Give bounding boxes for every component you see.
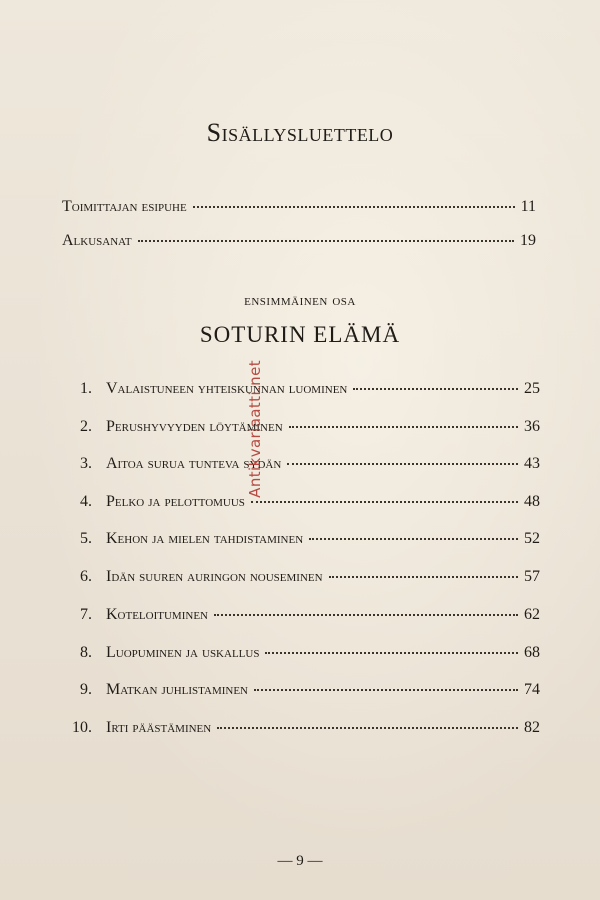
dot-leader — [309, 538, 518, 540]
toc-chapter-row — [62, 455, 540, 479]
toc-entry-foreword — [62, 198, 536, 222]
chapter-number: 1. — [80, 380, 92, 397]
chapter-number: 7. — [80, 606, 92, 623]
chapter-label: Kehon ja mielen tahdistaminen — [106, 530, 304, 547]
chapter-label: Pelko ja pelottomuus — [106, 493, 245, 510]
chapter-number: 4. — [80, 493, 92, 510]
dot-leader — [353, 388, 518, 390]
toc-entry-label: Toimittajan esipuhe — [62, 198, 187, 215]
toc-chapter-row — [62, 606, 540, 630]
dot-leader — [138, 240, 514, 242]
page-title: Sisällysluettelo — [206, 118, 394, 147]
chapter-page: 25 — [524, 380, 540, 397]
toc-entry-preface — [62, 232, 536, 256]
dot-leader — [193, 206, 515, 208]
part-label: ensimmäinen osa — [244, 292, 356, 309]
toc-chapter-row — [62, 719, 540, 743]
dot-leader — [289, 426, 518, 428]
page-number: — 9 — — [277, 853, 323, 869]
chapter-number: 5. — [80, 530, 92, 547]
chapter-page: 68 — [524, 644, 540, 661]
chapter-page: 52 — [524, 530, 540, 547]
dot-leader — [265, 652, 518, 654]
part-title: SOTURIN ELÄMÄ — [199, 322, 401, 347]
chapter-label: Luopuminen ja uskallus — [106, 644, 260, 661]
chapter-label: Matkan juhlistaminen — [106, 681, 249, 698]
chapter-label: Aitoa surua tunteva sydän — [106, 455, 282, 472]
chapter-number: 3. — [80, 455, 92, 472]
chapter-number: 9. — [80, 681, 92, 698]
toc-entry-page: 19 — [520, 232, 536, 249]
chapter-label: Irti päästäminen — [106, 719, 212, 736]
toc-chapter-row — [62, 380, 540, 404]
chapter-page: 57 — [524, 568, 540, 585]
chapter-page: 48 — [524, 493, 540, 510]
toc-chapter-row — [62, 530, 540, 554]
chapter-page: 82 — [524, 719, 540, 736]
chapter-number: 8. — [80, 644, 92, 661]
chapter-page: 74 — [524, 681, 540, 698]
chapter-number: 2. — [80, 418, 92, 435]
seller-watermark: Antikvariaatti.net — [246, 360, 264, 498]
dot-leader — [214, 614, 518, 616]
toc-entry-page: 11 — [520, 198, 536, 215]
chapter-label: Idän suuren auringon nouseminen — [106, 568, 323, 585]
toc-chapter-row — [62, 681, 540, 705]
toc-entry-label: Alkusanat — [62, 232, 132, 249]
chapter-label: Perushyvyyden löytäminen — [106, 418, 283, 435]
dot-leader — [251, 501, 518, 503]
chapter-label: Koteloituminen — [106, 606, 208, 623]
chapter-number: 10. — [72, 719, 92, 736]
toc-chapter-row — [62, 644, 540, 668]
chapter-page: 43 — [524, 455, 540, 472]
chapter-page: 62 — [524, 606, 540, 623]
toc-chapter-row — [62, 568, 540, 592]
chapter-page: 36 — [524, 418, 540, 435]
dot-leader — [217, 727, 518, 729]
dot-leader — [254, 689, 518, 691]
chapter-label: Valaistuneen yhteiskunnan luominen — [106, 380, 348, 397]
chapter-number: 6. — [80, 568, 92, 585]
toc-chapter-row — [62, 493, 540, 517]
toc-chapter-row — [62, 418, 540, 442]
dot-leader — [287, 463, 518, 465]
dot-leader — [329, 576, 518, 578]
